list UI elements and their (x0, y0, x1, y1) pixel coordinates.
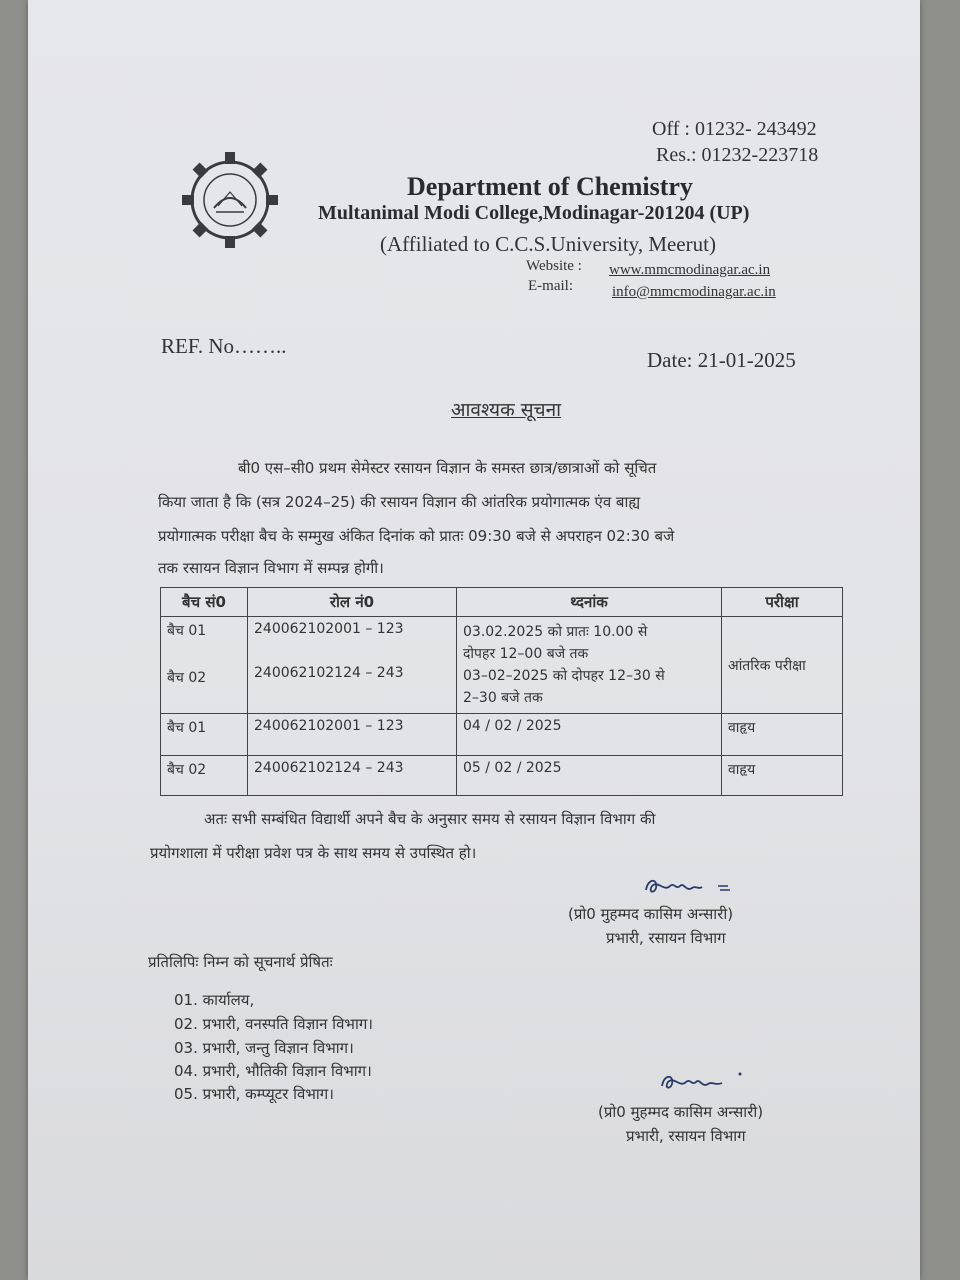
notice-title: आवश्यक सूचना (451, 399, 562, 421)
date-line: 03–02–2025 को दोपहर 12–30 से (463, 668, 665, 684)
batch-cell: बैच 01 (167, 623, 207, 639)
internal-rolls (248, 617, 457, 714)
signature-icon (640, 872, 740, 900)
batch-cell: बैच 02 (167, 670, 207, 686)
intro-line-1: बी0 एस–सी0 प्रथम सेमेस्टर रसायन विज्ञान के समस्त छात्र/छात्राओं को सूचित (238, 459, 657, 477)
header-exam: परीक्षा (722, 588, 843, 617)
batch-cell: बैच 01 (161, 714, 248, 756)
signature-icon (656, 1068, 756, 1096)
exam-schedule-table (160, 587, 843, 796)
date-line: 2–30 बजे तक (463, 690, 543, 706)
table-row (161, 617, 843, 714)
date-cell: 05 / 02 / 2025 (457, 756, 722, 796)
internal-batches (161, 617, 248, 714)
date-cell: 04 / 02 / 2025 (457, 714, 722, 756)
roll-cell: 240062102124 – 243 (254, 665, 404, 681)
exam-cell: वाहृय (722, 714, 843, 756)
header-roll: रोल नं0 (248, 588, 457, 617)
copy-to-item: 05. प्रभारी, कम्प्यूटर विभाग। (174, 1085, 334, 1103)
roll-cell: 240062102001 – 123 (254, 621, 404, 637)
header-batch: बैच सं0 (161, 588, 248, 617)
copy-to-item: 03. प्रभारी, जन्तु विज्ञान विभाग। (174, 1039, 354, 1057)
table-header-row (161, 588, 843, 617)
department-title: Department of Chemistry (407, 172, 693, 201)
copy-to-title: प्रतिलिपिः निम्न को सूचनार्थ प्रेषितः (148, 953, 333, 971)
signatory-designation: प्रभारी, रसायन विभाग (626, 1127, 746, 1145)
affiliation: (Affiliated to C.C.S.University, Meerut) (380, 232, 716, 256)
internal-exam-cell: आंतरिक परीक्षा (722, 617, 843, 714)
college-gear-emblem-icon (180, 150, 280, 250)
reference-number: REF. No…….. (161, 334, 287, 358)
closing-line-2: प्रयोगशाला में परीक्षा प्रवेश पत्र के साथ समय से उपस्थित हो। (150, 844, 477, 862)
signatory-designation: प्रभारी, रसायन विभाग (606, 929, 726, 947)
copy-to-item: 02. प्रभारी, वनस्पति विज्ञान विभाग। (174, 1015, 373, 1033)
residence-phone: Res.: 01232-223718 (656, 144, 819, 166)
email-label: E-mail: (528, 278, 573, 294)
intro-line-2: किया जाता है कि (सत्र 2024–25) की रसायन विज्ञान की आंतरिक प्रयोगात्मक एंव बाह्य (158, 493, 641, 511)
college-name: Multanimal Modi College,Modinagar-201204 (UP) (318, 202, 750, 224)
table-row (161, 756, 843, 796)
exam-cell: वाहृय (722, 756, 843, 796)
website-label: Website : (526, 258, 582, 274)
copy-to-item: 01. कार्यालय, (174, 991, 255, 1009)
intro-line-3: प्रयोगात्मक परीक्षा बैच के सम्मुख अंकित दिनांक को प्रातः 09:30 बजे से अपराहन 02:30 बजे (158, 527, 675, 545)
copy-to-item: 04. प्रभारी, भौतिकी विज्ञान विभाग। (174, 1062, 372, 1080)
header-date: थ्दनांक (457, 588, 722, 617)
signatory-name: (प्रो0 मुहम्मद कासिम अन्सारी) (568, 905, 734, 923)
closing-line-1: अतः सभी सम्बंधित विद्यार्थी अपने बैच के अनुसार समय से रसायन विज्ञान विभाग की (204, 810, 656, 828)
table-row (161, 714, 843, 756)
roll-cell: 240062102001 – 123 (248, 714, 457, 756)
date-line: 03.02.2025 को प्रातः 10.00 से (463, 624, 648, 640)
internal-date-cell (457, 617, 722, 714)
date-line: दोपहर 12–00 बजे तक (463, 646, 589, 662)
intro-line-4: तक रसायन विज्ञान विभाग में सम्पन्न होगी। (158, 559, 384, 577)
notice-date: Date: 21-01-2025 (647, 348, 796, 372)
website-link[interactable]: www.mmcmodinagar.ac.in (609, 262, 771, 278)
signatory-name: (प्रो0 मुहम्मद कासिम अन्सारी) (598, 1103, 764, 1121)
batch-cell: बैच 02 (161, 756, 248, 796)
email-link[interactable]: info@mmcmodinagar.ac.in (612, 284, 776, 300)
roll-cell: 240062102124 – 243 (248, 756, 457, 796)
office-phone: Off : 01232- 243492 (652, 118, 817, 140)
